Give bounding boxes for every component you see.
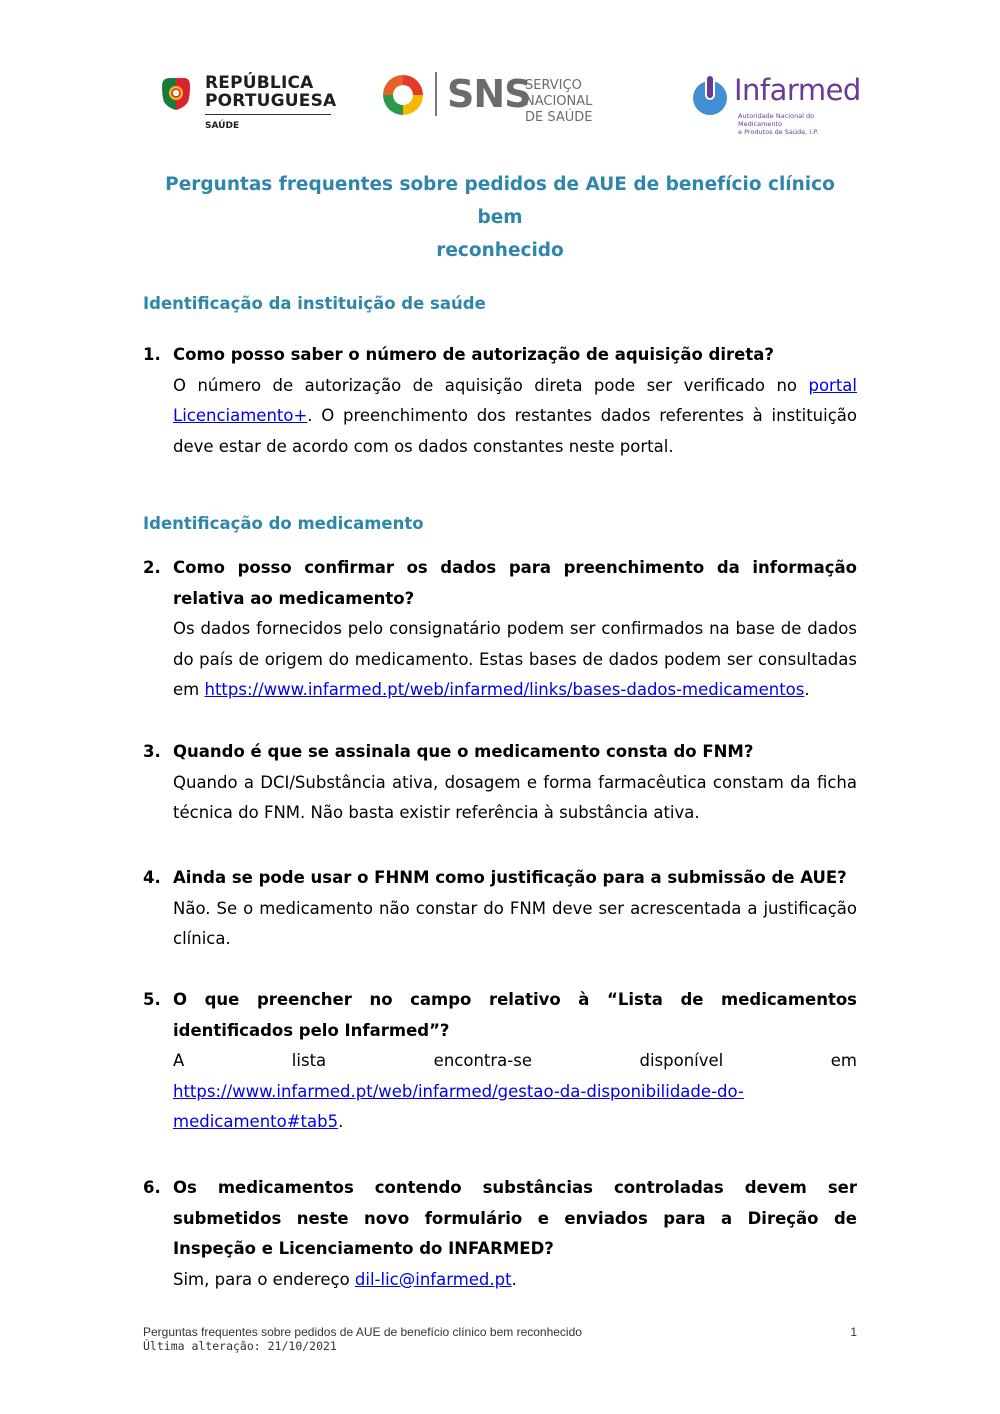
answer-text: O número de autorização de aquisição direta pode ser verificado no <box>173 375 809 395</box>
answer-2 <box>143 614 857 706</box>
question-text: Como posso saber o número de autorização de aquisição direta? <box>173 345 774 364</box>
question-3 <box>143 737 857 768</box>
question-text: Como posso confirmar os dados para preenchimento da informação relativa ao medicamento? <box>173 558 857 608</box>
infarmed-drop-icon <box>690 74 730 116</box>
question-text: Quando é que se assinala que o medicamento consta do FNM? <box>173 742 754 761</box>
question-6 <box>143 1173 857 1265</box>
answer-text: Os dados fornecidos pelo consignatário podem ser confirmados na base de dados do país de origem do medicamento. Estas bases de dados podem ser consultadas em <box>173 619 857 699</box>
question-number: 2. <box>143 558 161 577</box>
question-text: Os medicamentos contendo substâncias controladas devem ser submetidos neste novo formulário e enviados para a Direção de Inspeção e Licenciamento do INFARMED? <box>173 1178 857 1258</box>
footer-title: Perguntas frequentes sobre pedidos de AUE de benefício clínico bem reconhecido <box>143 1325 582 1339</box>
question-text: Ainda se pode usar o FHNM como justificação para a submissão de AUE? <box>173 868 847 887</box>
question-5 <box>143 985 857 1046</box>
infarmed-sub-line1: Autoridade Nacional do Medicamento <box>738 112 815 128</box>
qa-item-5 <box>143 985 857 1138</box>
republica-line2: PORTUGUESA <box>205 91 337 111</box>
answer-text: . <box>511 1269 517 1289</box>
answer-5-lead: A lista encontra-se disponível em <box>173 1051 857 1070</box>
sns-divider <box>435 72 437 116</box>
question-1 <box>143 340 857 371</box>
email-dil-lic-link[interactable]: dil-lic@infarmed.pt <box>354 1269 512 1289</box>
answer-6 <box>143 1265 857 1296</box>
answer-text: . <box>338 1112 344 1131</box>
sns-full-line2: DE SAÚDE <box>525 110 593 125</box>
answer-4: Não. Se o medicamento não constar do FNM deve ser acrescentada a justificação clínica. <box>173 898 857 948</box>
sns-ring-icon <box>380 72 426 118</box>
infarmed-sub-line2: e Produtos de Saúde, I.P. <box>738 128 819 136</box>
question-number: 4. <box>143 868 161 887</box>
qa-item-1 <box>143 340 857 462</box>
question-number: 5. <box>143 990 161 1009</box>
question-4 <box>143 863 857 894</box>
answer-text: Sim, para o endereço <box>173 1269 355 1289</box>
sns-mark: SNS <box>447 72 531 116</box>
republica-portuguesa-logo <box>160 72 335 134</box>
infarmed-subtitle <box>738 112 858 136</box>
republica-sub: SAÚDE <box>205 121 240 131</box>
header-logos <box>0 68 1000 138</box>
question-number: 1. <box>143 345 161 364</box>
section-title-instituicao: Identificação da instituição de saúde <box>143 294 486 313</box>
bases-dados-medicamentos-link[interactable]: https://www.infarmed.pt/web/infarmed/links/bases-dados-medicamentos <box>204 680 805 699</box>
infarmed-name: Infarmed <box>734 73 861 107</box>
republica-rule <box>205 114 331 115</box>
footer-last-change: Última alteração: 21/10/2021 <box>143 1339 337 1353</box>
section-title-medicamento: Identificação do medicamento <box>143 514 424 533</box>
infarmed-logo <box>690 72 860 138</box>
qa-item-2 <box>143 553 857 706</box>
answer-text: . <box>804 680 810 699</box>
answer-1 <box>143 371 857 463</box>
question-2 <box>143 553 857 614</box>
page-footer <box>143 1325 857 1353</box>
portal-licenciamento-link[interactable]: portal Licenciamento+ <box>173 375 857 425</box>
qa-item-4 <box>143 863 857 955</box>
document-title-line2: reconhecido <box>436 240 564 261</box>
question-number: 3. <box>143 742 161 761</box>
qa-item-6 <box>143 1173 857 1295</box>
portugal-flag-emblem-icon <box>160 76 192 112</box>
sns-logo <box>380 70 650 125</box>
sns-full-name <box>525 78 650 126</box>
gestao-link-line1: https://www.infarmed.pt/web/infarmed/gestao-da-disponibilidade-do- <box>173 1081 744 1101</box>
question-number: 6. <box>143 1178 161 1197</box>
answer-3: Quando a DCI/Substância ativa, dosagem e forma farmacêutica constam da ficha técnica do FNM. Não basta existir referência à substância ativa. <box>173 772 857 822</box>
document-title <box>143 168 857 267</box>
republica-portuguesa-text <box>205 74 336 110</box>
gestao-disponibilidade-link[interactable] <box>173 1082 744 1132</box>
page-number: 1 <box>850 1325 857 1339</box>
document-title-line1: Perguntas frequentes sobre pedidos de AUE de benefício clínico bem <box>165 174 835 228</box>
gestao-link-line2: medicamento#tab5 <box>173 1112 339 1131</box>
qa-item-3 <box>143 737 857 829</box>
republica-line1: REPÚBLICA <box>205 73 314 93</box>
sns-full-line1: SERVIÇO NACIONAL <box>525 78 593 109</box>
answer-text: . O preenchimento dos restantes dados referentes à instituição deve estar de acordo com os dados constantes neste portal. <box>173 406 857 456</box>
answer-5-link <box>143 1077 857 1138</box>
question-text: O que preencher no campo relativo à “Lista de medicamentos identificados pelo Infarmed”? <box>173 990 857 1040</box>
